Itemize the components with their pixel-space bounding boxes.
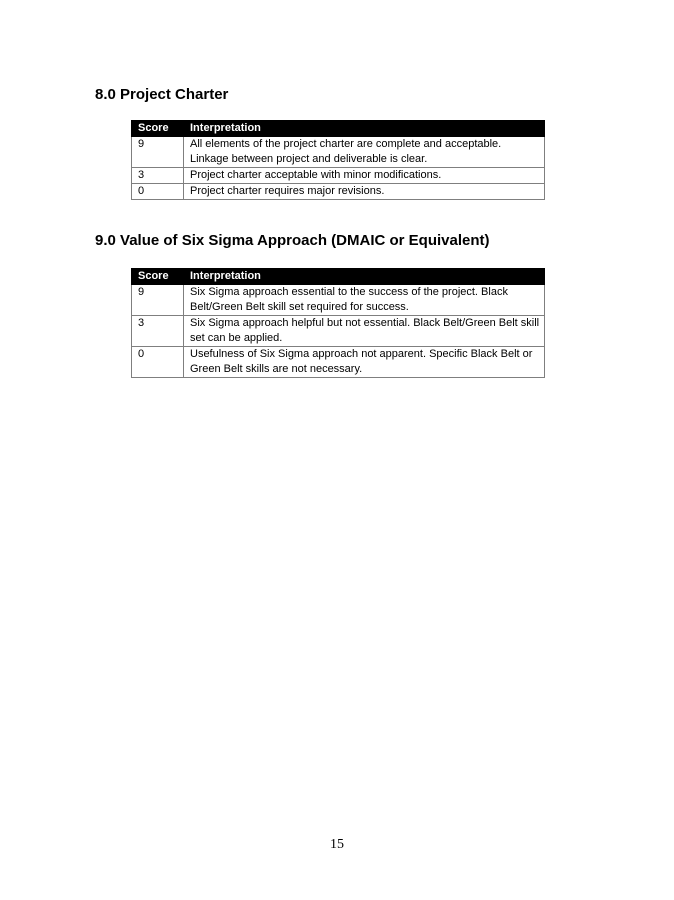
table-row [132, 168, 545, 184]
table-header-row [132, 121, 545, 137]
interpretation-cell: Usefulness of Six Sigma approach not apparent. Specific Black Belt or Green Belt skills are not necessary. [184, 347, 545, 378]
page-number: 15 [330, 837, 344, 852]
interpretation-cell: Project charter requires major revisions. [184, 184, 545, 200]
table-row [132, 285, 545, 316]
score-cell: 9 [132, 285, 184, 316]
table-row [132, 184, 545, 200]
table-row [132, 316, 545, 347]
interpretation-cell: Six Sigma approach helpful but not essential. Black Belt/Green Belt skill set can be applied. [184, 316, 545, 347]
score-cell: 0 [132, 347, 184, 378]
table-row [132, 347, 545, 378]
interpretation-column-header: Interpretation [184, 269, 545, 285]
interpretation-column-header: Interpretation [184, 121, 545, 137]
interpretation-cell: Project charter acceptable with minor modifications. [184, 168, 545, 184]
interpretation-cell: All elements of the project charter are complete and acceptable. Linkage between project and deliverable is clear. [184, 137, 545, 168]
section-heading-project-charter: 8.0 Project Charter [95, 86, 229, 103]
score-column-header: Score [132, 269, 184, 285]
score-cell: 3 [132, 168, 184, 184]
score-cell: 3 [132, 316, 184, 347]
section-heading-six-sigma-value: 9.0 Value of Six Sigma Approach (DMAIC or Equivalent) [95, 232, 490, 249]
score-column-header: Score [132, 121, 184, 137]
score-cell: 9 [132, 137, 184, 168]
project-charter-score-table [131, 120, 545, 200]
table-row [132, 137, 545, 168]
six-sigma-score-table [131, 268, 545, 378]
table-header-row [132, 269, 545, 285]
score-cell: 0 [132, 184, 184, 200]
interpretation-cell: Six Sigma approach essential to the success of the project. Black Belt/Green Belt skill set required for success. [184, 285, 545, 316]
